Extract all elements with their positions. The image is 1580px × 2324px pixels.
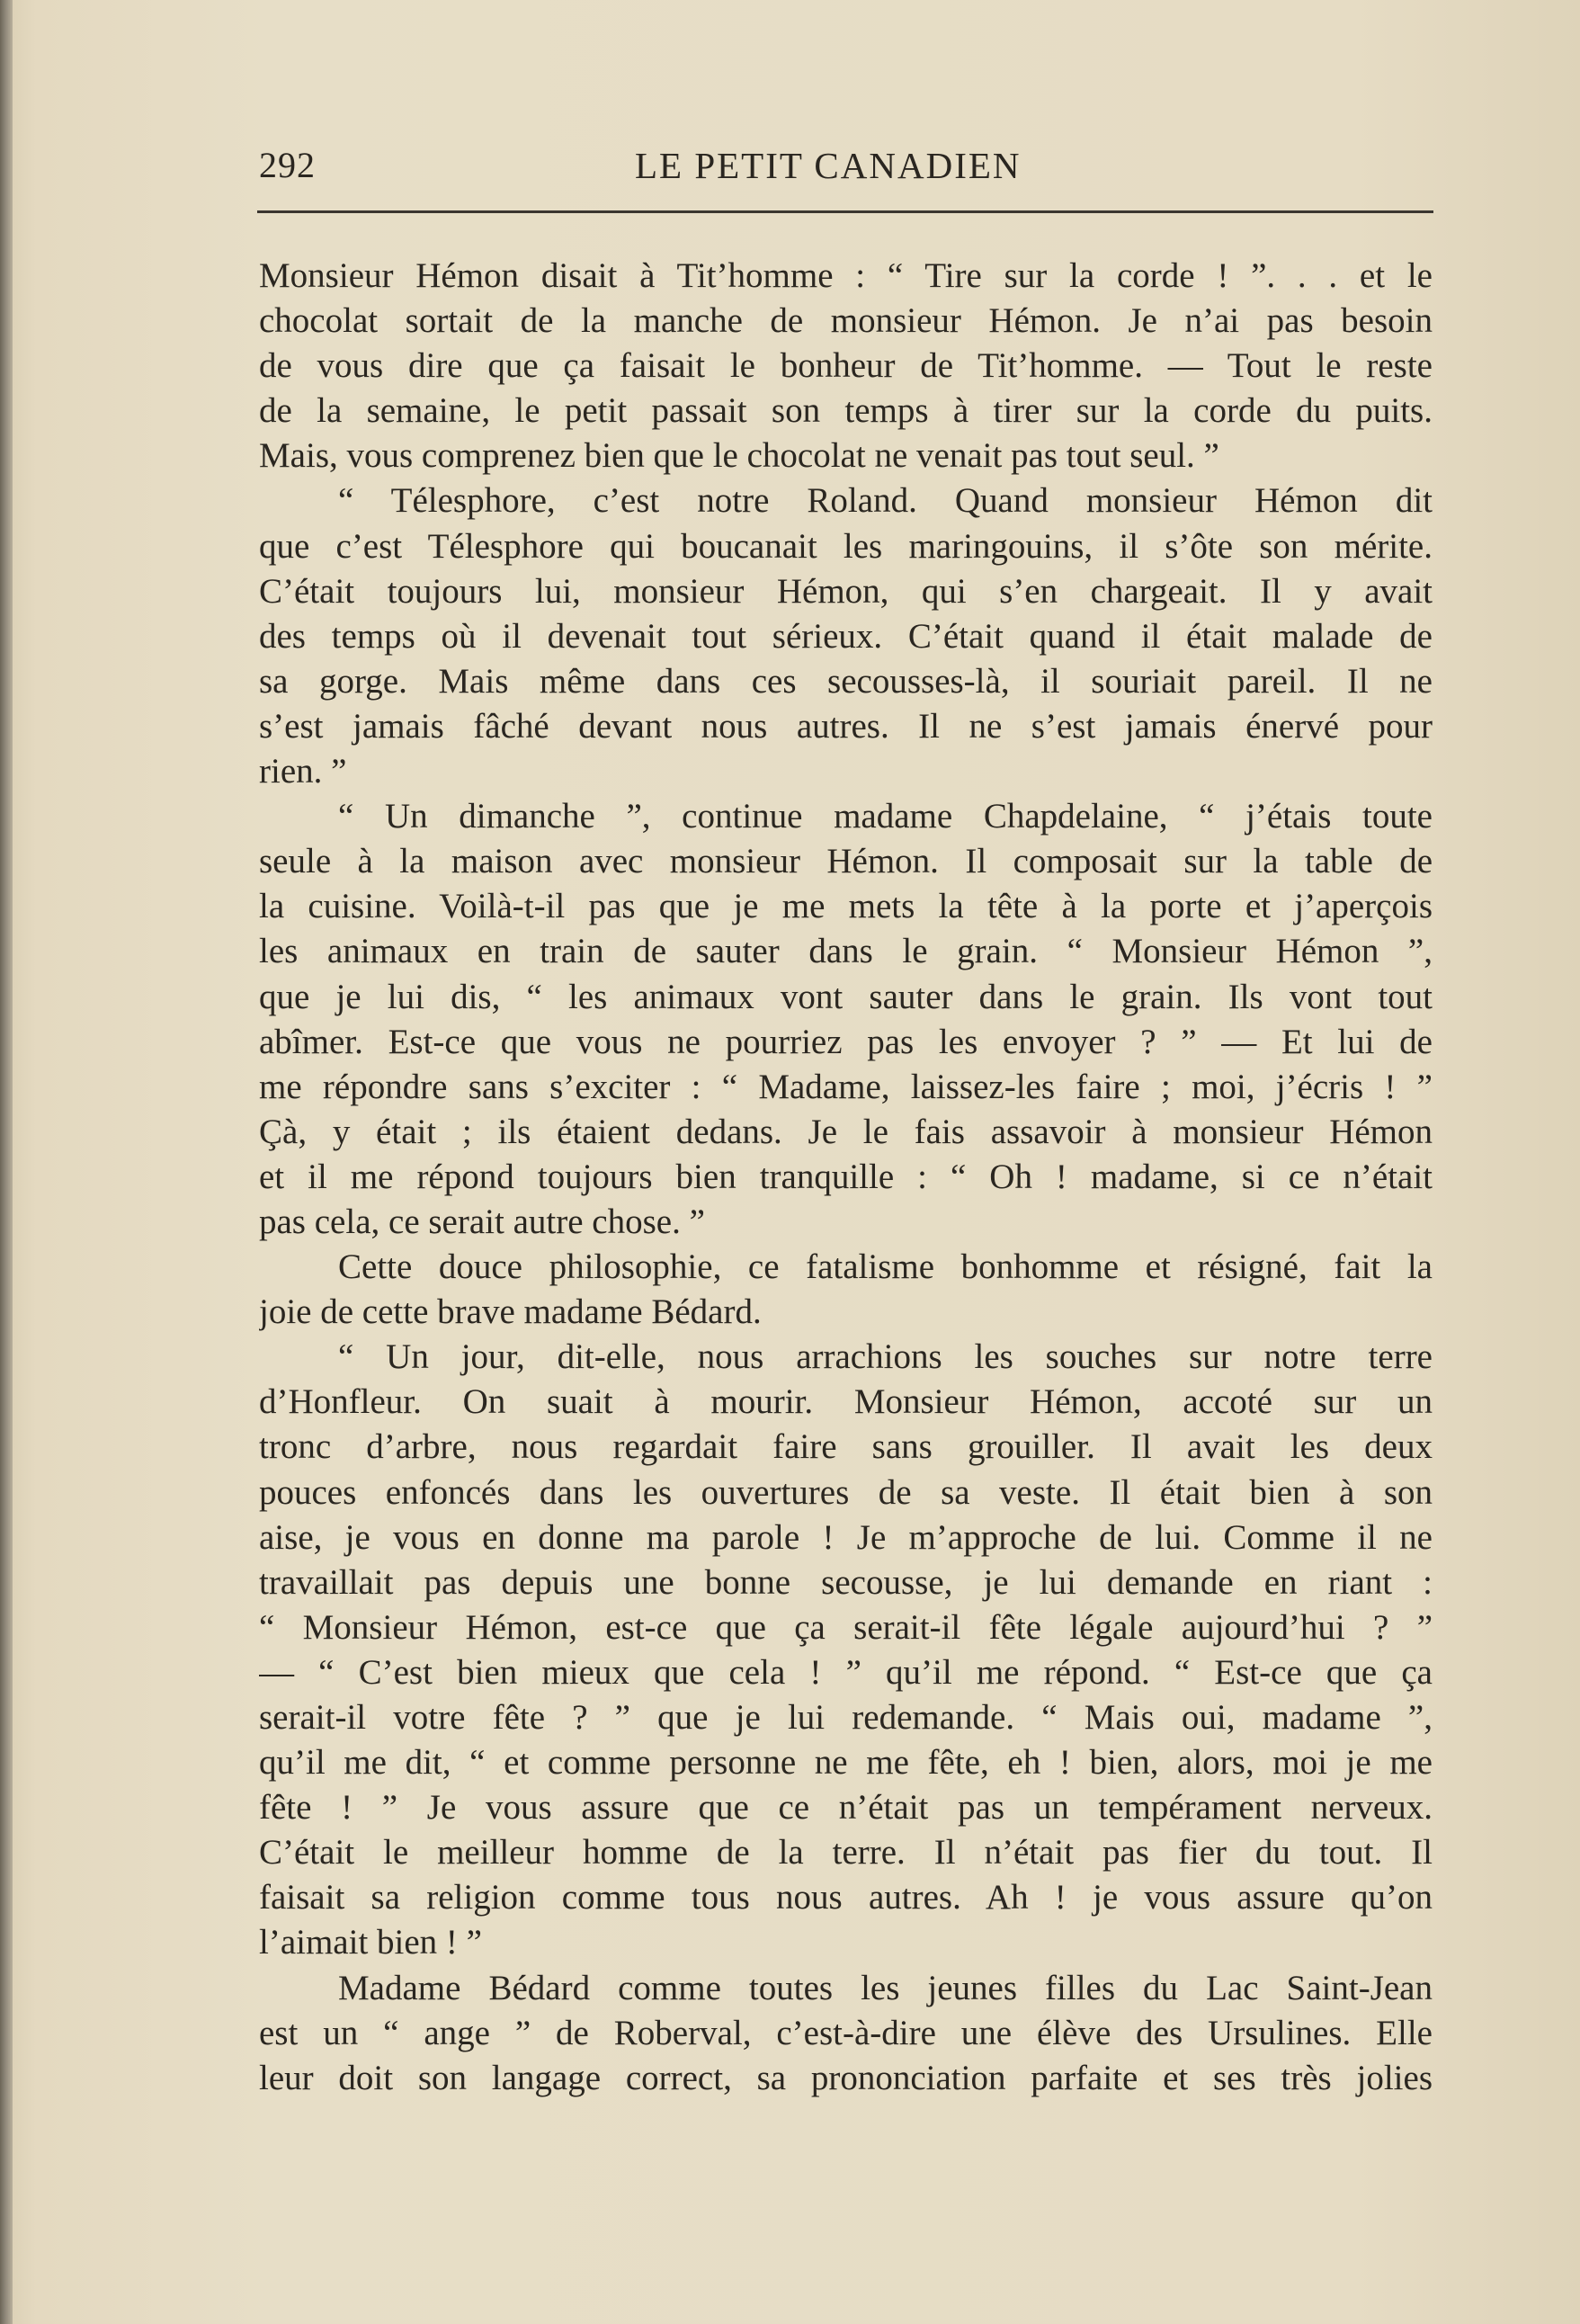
text-line: qu’il me dit, “ et comme personne ne me fête, eh ! bien, alors, moi je me bbox=[259, 1743, 1433, 1783]
text-line: que c’est Télesphore qui boucanait les maringouins, il s’ôte son mérite. bbox=[259, 526, 1433, 566]
text-line: Monsieur Hémon disait à Tit’homme : “ Tire sur la corde ! ”. . . et le bbox=[259, 256, 1433, 295]
text-line: d’Honfleur. On suait à mourir. Monsieur Hémon, accoté sur un bbox=[259, 1382, 1433, 1422]
text-line: aise, je vous en donne ma parole ! Je m’approche de lui. Comme il ne bbox=[259, 1517, 1433, 1557]
text-line: et il me répond toujours bien tranquille : “ Oh ! madame, si ce n’était bbox=[259, 1157, 1433, 1196]
text-line: C’était le meilleur homme de la terre. Il n’était pas fier du tout. Il bbox=[259, 1833, 1433, 1873]
text-line: pas cela, ce serait autre chose. ” bbox=[259, 1202, 705, 1241]
header-rule bbox=[257, 210, 1433, 213]
text-line: Çà, y était ; ils étaient dedans. Je le fais assavoir à monsieur Hémon bbox=[259, 1112, 1433, 1151]
body-text bbox=[259, 254, 1433, 2101]
text-line: abîmer. Est-ce que vous ne pourriez pas les envoyer ? ” — Et lui de bbox=[259, 1022, 1433, 1061]
text-line: chocolat sortait de la manche de monsieur Hémon. Je n’ai pas besoin bbox=[259, 301, 1433, 341]
text-line: “ Monsieur Hémon, est-ce que ça serait-il fête légale aujourd’hui ? ” bbox=[259, 1607, 1433, 1647]
text-line: — “ C’est bien mieux que cela ! ” qu’il me répond. “ Est-ce que ça bbox=[259, 1652, 1433, 1692]
text-line: sa gorge. Mais même dans ces secousses-là, il souriait pareil. Il ne bbox=[259, 661, 1433, 701]
page-number: 292 bbox=[259, 145, 316, 185]
text-line: la cuisine. Voilà-t-il pas que je me mets la tête à la porte et j’aperçois bbox=[259, 887, 1433, 926]
text-line: fête ! ” Je vous assure que ce n’était pas un tempérament nerveux. bbox=[259, 1788, 1433, 1828]
text-line: C’était toujours lui, monsieur Hémon, qui s’en chargeait. Il y avait bbox=[259, 571, 1433, 611]
text-line: est un “ ange ” de Roberval, c’est-à-dire une élève des Ursulines. Elle bbox=[259, 2013, 1433, 2052]
text-line: travaillait pas depuis une bonne secousse, je lui demande en riant : bbox=[259, 1562, 1433, 1602]
text-line: “ Un dimanche ”, continue madame Chapdelaine, “ j’étais toute bbox=[338, 797, 1433, 836]
text-line: pouces enfoncés dans les ouvertures de sa veste. Il était bien à son bbox=[259, 1472, 1433, 1512]
text-line: Cette douce philosophie, ce fatalisme bonhomme et résigné, fait la bbox=[338, 1247, 1433, 1287]
text-line: s’est jamais fâché devant nous autres. Il ne s’est jamais énervé pour bbox=[259, 706, 1433, 746]
text-line: Mais, vous comprenez bien que le chocolat ne venait pas tout seul. ” bbox=[259, 436, 1219, 476]
text-line: l’aimait bien ! ” bbox=[259, 1923, 482, 1962]
text-line: “ Un jour, dit-elle, nous arrachions les souches sur notre terre bbox=[338, 1337, 1433, 1377]
text-line: “ Télesphore, c’est notre Roland. Quand monsieur Hémon dit bbox=[338, 481, 1433, 521]
text-line: que je lui dis, “ les animaux vont sauter dans le grain. Ils vont tout bbox=[259, 977, 1433, 1016]
text-line: seule à la maison avec monsieur Hémon. Il composait sur la table de bbox=[259, 842, 1433, 881]
text-line: tronc d’arbre, nous regardait faire sans grouiller. Il avait les deux bbox=[259, 1427, 1433, 1467]
text-line: les animaux en train de sauter dans le grain. “ Monsieur Hémon ”, bbox=[259, 932, 1433, 971]
text-line: joie de cette brave madame Bédard. bbox=[259, 1292, 762, 1332]
text-line: rien. ” bbox=[259, 752, 347, 791]
text-line: de la semaine, le petit passait son temps à tirer sur la corde du puits. bbox=[259, 391, 1433, 431]
running-title: LE PETIT CANADIEN bbox=[635, 145, 1022, 186]
text-line: Madame Bédard comme toutes les jeunes filles du Lac Saint-Jean bbox=[338, 1968, 1433, 2007]
text-line: serait-il votre fête ? ” que je lui redemande. “ Mais oui, madame ”, bbox=[259, 1698, 1433, 1737]
text-line: des temps où il devenait tout sérieux. C’était quand il était malade de bbox=[259, 616, 1433, 656]
text-line: de vous dire que ça faisait le bonheur de Tit’homme. — Tout le reste bbox=[259, 346, 1433, 386]
text-line: faisait sa religion comme tous nous autres. Ah ! je vous assure qu’on bbox=[259, 1878, 1433, 1917]
running-head bbox=[257, 144, 1435, 198]
text-line: me répondre sans s’exciter : “ Madame, laissez-les faire ; moi, j’écris ! ” bbox=[259, 1067, 1433, 1106]
text-line: leur doit son langage correct, sa prononciation parfaite et ses très jolies bbox=[259, 2058, 1433, 2097]
binding-edge bbox=[0, 0, 13, 2324]
